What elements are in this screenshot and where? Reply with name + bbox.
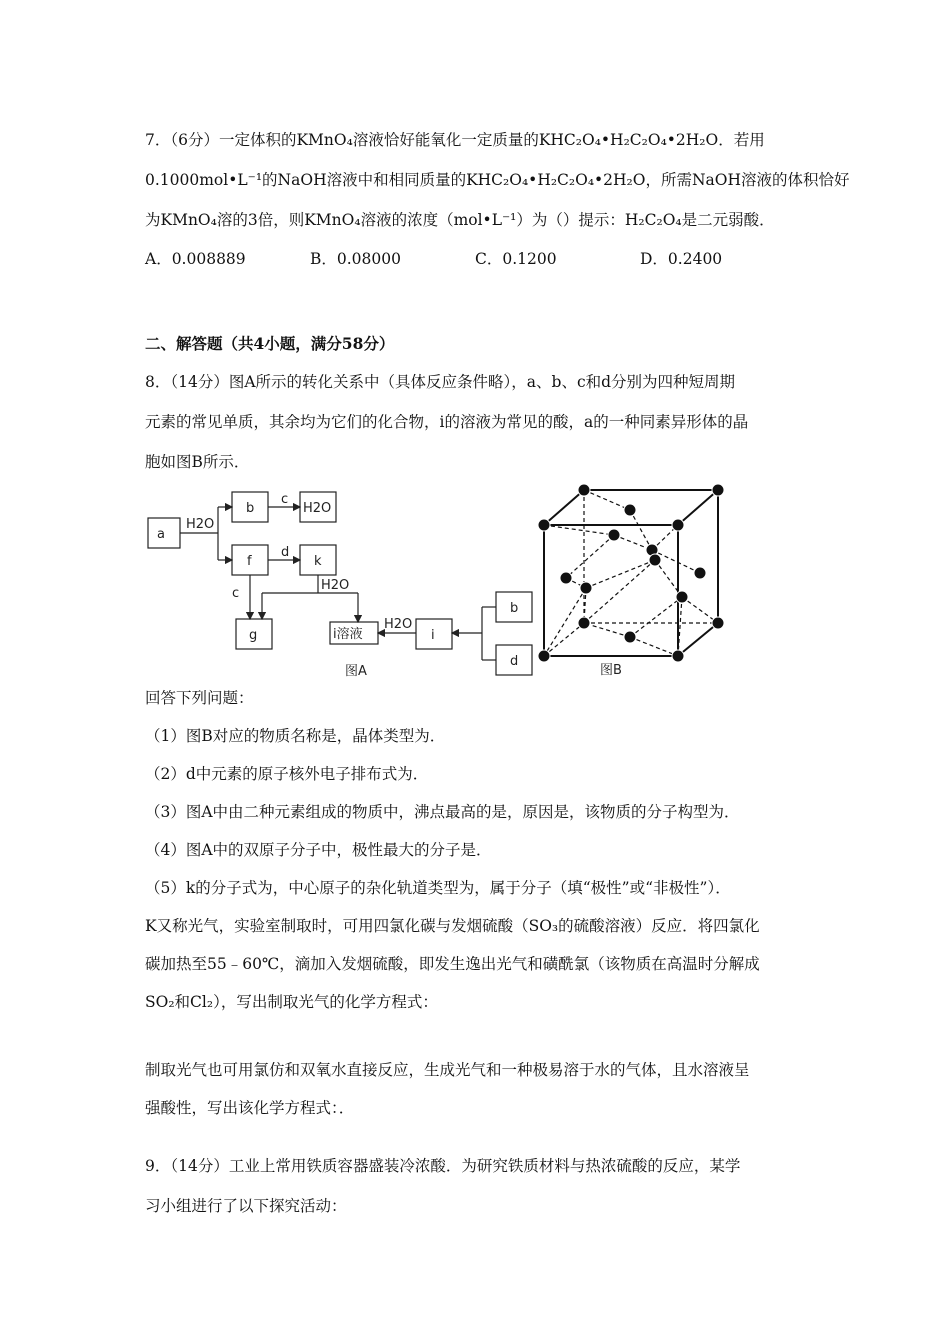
q7-option-b: B．0.08000: [310, 250, 401, 268]
q8-part-3: （3）图A中由二种元素组成的物质中，沸点最高的是，原因是，该物质的分子构型为．: [145, 803, 740, 821]
label-i: i: [431, 628, 435, 643]
q8-part-5-line-3: 碳加热至55﹣60℃，滴加入发烟硫酸，即发生逸出光气和磺酰氯（该物质在高温时分解成: [145, 955, 760, 973]
q8-answer-prompt: 回答下列问题：: [145, 689, 254, 707]
q9-line-2: 习小组进行了以下探究活动：: [145, 1197, 347, 1215]
section-2-heading: 二、解答题（共4小题，满分58分）: [145, 334, 395, 353]
q7-option-a: A．0.008889: [145, 250, 246, 268]
edge-label-c-1: c: [281, 492, 289, 507]
figure-a-caption: 图A: [345, 664, 367, 679]
figure-a-flowchart: [140, 485, 540, 685]
q8-line-2: 元素的常见单质，其余均为它们的化合物，i的溶液为常见的酸，a的一种同素异形体的晶: [145, 413, 749, 431]
q7-line-2: 0.1000mol•L⁻¹的NaOH溶液中和相同质量的KHC₂O₄•H₂C₂O₄•2H₂O，所需NaOH溶液的体积恰好: [145, 171, 850, 189]
q8-part-5-line-5: 制取光气也可用氯仿和双氧水直接反应，生成光气和一种极易溶于水的气体，且水溶液呈: [145, 1061, 750, 1079]
edge-label-d-1: d: [281, 545, 290, 560]
label-b: b: [246, 501, 255, 516]
label-k: k: [314, 554, 322, 569]
q7-option-d: D．0.2400: [640, 250, 723, 268]
label-i-solution: i溶液: [333, 627, 363, 642]
q8-part-5-line-6: 强酸性，写出该化学方程式：．: [145, 1099, 355, 1117]
label-b2: b: [510, 601, 519, 616]
q8-line-3: 胞如图B所示．: [145, 453, 250, 471]
q8-part-5-line-2: K又称光气，实验室制取时，可用四氯化碳与发烟硫酸（SO₃的硫酸溶液）反应．将四氯化: [145, 917, 760, 935]
edge-label-h2o-1: H2O: [186, 517, 215, 532]
q8-part-5: （5）k的分子式为，中心原子的杂化轨道类型为，属于分子（填“极性”或“非极性”）．: [145, 879, 731, 897]
label-g: g: [249, 628, 258, 643]
label-d2: d: [510, 654, 519, 669]
label-a: a: [157, 527, 165, 542]
q7-line-1: 7．（6分）一定体积的KMnO₄溶液恰好能氧化一定质量的KHC₂O₄•H₂C₂O₄•2H₂O．若用: [145, 131, 765, 149]
label-f: f: [247, 554, 252, 569]
q8-part-2: （2）d中元素的原子核外电子排布式为．: [145, 765, 429, 783]
q7-option-c: C．0.1200: [475, 250, 557, 268]
q8-line-1: 8．（14分）图A所示的转化关系中（具体反应条件略），a、b、c和d分别为四种短周期: [145, 373, 736, 391]
figure-b-crystal-cell: [530, 480, 740, 680]
edge-label-h2o-3: H2O: [384, 617, 413, 632]
q8-part-1: （1）图B对应的物质名称是，晶体类型为．: [145, 727, 446, 745]
edge-label-c-2: c: [232, 586, 240, 601]
label-h2o-box: H2O: [303, 501, 332, 516]
q7-line-3: 为KMnO₄溶的3倍，则KMnO₄溶液的浓度（mol•L⁻¹）为（）提示：H₂C₂O₄是二元弱酸．: [145, 211, 775, 229]
q8-part-4: （4）图A中的双原子分子中，极性最大的分子是．: [145, 841, 492, 859]
q9-line-1: 9．（14分）工业上常用铁质容器盛装冷浓酸．为研究铁质材料与热浓硫酸的反应，某学: [145, 1157, 741, 1175]
q8-part-5-line-4: SO₂和Cl₂），写出制取光气的化学方程式：: [145, 993, 438, 1011]
edge-label-h2o-2: H2O: [321, 578, 350, 593]
figure-b-caption: 图B: [600, 663, 622, 678]
